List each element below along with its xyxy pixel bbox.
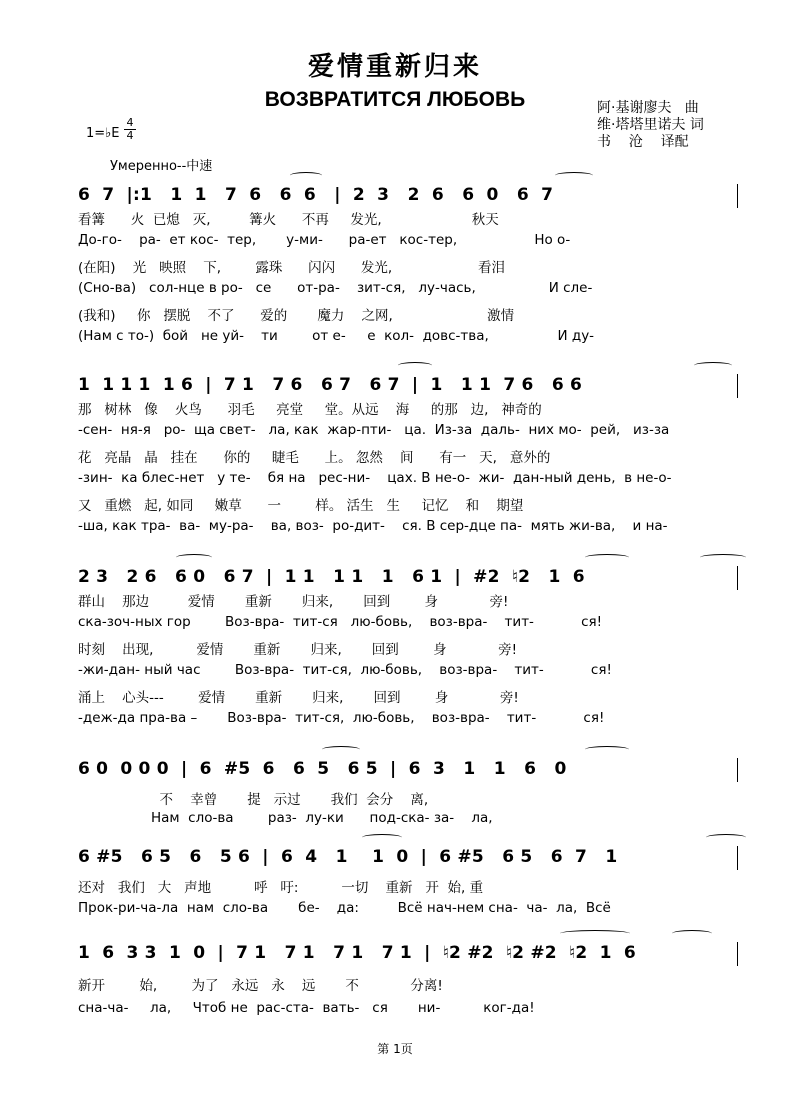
score-system-4 <box>0 752 790 832</box>
lyric-line: 不 幸曾 提 示过 我们 会分 离, <box>78 792 429 808</box>
slur <box>322 746 360 753</box>
credits-block <box>597 100 704 151</box>
slur <box>362 834 402 841</box>
slur <box>706 834 746 841</box>
lyric-line: 群山 那边 爱情 重新 归来, 回到 身 旁! <box>78 594 509 610</box>
tempo-marking: Умеренно--中速 <box>110 159 213 174</box>
slur <box>585 746 629 753</box>
notation-line: 6 #5 6 5 6 5 6 | 6 4 1 1 0 | 6 #5 6 5 6 7 1 <box>78 847 618 867</box>
time-signature <box>124 117 136 142</box>
notation-line: 1 1 1 1 1 6 | 7 1 7 6 6 7 6 7 | 1 1 1 7 6 6 6 <box>78 375 583 395</box>
lyric-line: Прок-ри-ча-ла нам сло-ва бе- да: Всё нач-нем сна- ча- ла, Всё <box>78 900 611 916</box>
key-signature: 1=♭E <box>86 126 120 141</box>
lyric-line: (Сно-ва) сол-нце в ро- се от-ра- зит-ся, лу-чась, И сле- <box>78 280 593 296</box>
notation-line: 6 7 |:1 1 1 7 6 6 6 | 2 3 2 6 6 0 6 7 <box>78 185 554 205</box>
lyric-line: 花 亮晶 晶 挂在 你的 睫毛 上。 忽然 间 有一 天, 意外的 <box>78 450 551 466</box>
lyric-line: 又 重燃 起, 如同 嫩草 一 样。 活生 生 记忆 和 期望 <box>78 498 524 514</box>
slur <box>176 554 212 561</box>
bar-line <box>737 184 738 208</box>
lyric-line: (Нам с то-) бой не уй- ти от е- е кол- довс-тва, И ду- <box>78 328 595 344</box>
lyricist-credit: 维·塔塔里诺夫 词 <box>597 117 704 133</box>
lyric-line: 那 树林 像 火鸟 羽毛 亮堂 堂。从远 海 的那 边, 神奇的 <box>78 402 542 418</box>
score-system-5 <box>0 840 790 920</box>
lyric-line: (我和) 你 摆脱 不了 爱的 魔力 之网, 激情 <box>78 308 515 324</box>
score-system-3 <box>0 560 790 745</box>
bar-line <box>737 758 738 782</box>
notation-line: 2 3 2 6 6 0 6 7 | 1 1 1 1 1 6 1 | #2 ♮2 1 6 <box>78 567 585 587</box>
lyric-line: 时刻 出现, 爱情 重新 归来, 回到 身 旁! <box>78 642 518 658</box>
bar-line <box>737 566 738 590</box>
translator-credit: 书 沧 译配 <box>597 134 689 150</box>
score-system-2 <box>0 368 790 553</box>
lyric-line: 新开 始, 为了 永远 永 远 不 分离! <box>78 978 443 994</box>
lyric-line: -сен- ня-я ро- ща свет- ла, как жар-пти- ца. Из-за даль- них мо- рей, из-за <box>78 422 670 438</box>
lyric-line: -ша, как тра- ва- му-ра- ва, воз- ро-дит- ся. В сер-дце па- мять жи-ва, и на- <box>78 518 668 534</box>
meter-bottom: 4 <box>124 129 136 142</box>
notation-line: 6 0 0 0 0 | 6 #5 6 6 5 6 5 | 6 3 1 1 6 0 <box>78 759 567 779</box>
lyric-line: Нам сло-ва раз- лу-ки под-ска- за- ла, <box>78 810 493 826</box>
slur <box>398 362 432 369</box>
slur <box>560 930 630 937</box>
slur <box>672 930 712 937</box>
song-title-russian: ВОЗВРАТИТСЯ ЛЮБОВЬ <box>264 88 526 111</box>
page-number: 第 1页 <box>377 1042 413 1056</box>
lyric-line: 看篝 火 已熄 灭, 篝火 不再 发光, 秋天 <box>78 212 499 228</box>
slur <box>694 362 732 369</box>
notation-line: 1 6 3 3 1 0 | 7 1 7 1 7 1 7 1 | ♮2 #2 ♮2 #2 ♮2 1 6 <box>78 943 636 963</box>
lyric-line: ска-зоч-ных гор Воз-вра- тит-ся лю-бовь, воз-вра- тит- ся! <box>78 614 603 630</box>
slur <box>290 172 322 179</box>
lyric-line: -зин- ка блес-нет у те- бя на рес-ни- цах. В не-о- жи- дан-ный день, в не-о- <box>78 470 672 486</box>
slur <box>585 554 629 561</box>
song-title-chinese: 爱情重新归来 <box>307 52 482 82</box>
lyric-line: (在阳) 光 映照 下, 露珠 闪闪 发光, 看泪 <box>78 260 505 276</box>
slur <box>555 172 593 179</box>
score-system-6 <box>0 936 790 1026</box>
lyric-line: 还对 我们 大 声地 呼 吁: 一切 重新 开 始, 重 <box>78 880 484 896</box>
lyric-line: -жи-дан- ный час Воз-вра- тит-ся, лю-бовь, воз-вра- тит- ся! <box>78 662 612 678</box>
composer-credit: 阿·基谢廖夫 曲 <box>597 100 699 116</box>
bar-line <box>737 846 738 870</box>
score-system-1 <box>0 178 790 363</box>
bar-line <box>737 942 738 966</box>
lyric-line: До-го- ра- ет кос- тер, у-ми- ра-ет кос-тер, Но о- <box>78 232 571 248</box>
bar-line <box>737 374 738 398</box>
lyric-line: 涌上 心头--- 爱情 重新 归来, 回到 身 旁! <box>78 690 519 706</box>
meter-top: 4 <box>126 116 134 129</box>
slur <box>700 554 746 561</box>
lyric-line: сна-ча- ла, Чтоб не рас-ста- вать- ся ни- ког-да! <box>78 1000 535 1016</box>
lyric-line: -деж-да пра-ва – Воз-вра- тит-ся, лю-бовь, воз-вра- тит- ся! <box>78 710 605 726</box>
